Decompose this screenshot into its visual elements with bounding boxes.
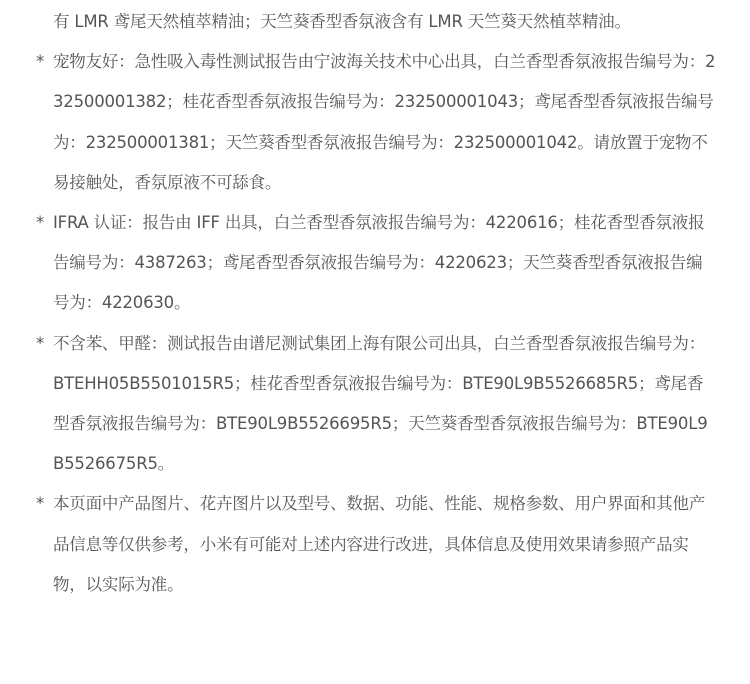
footnote-item-no-benzene xyxy=(36,324,716,485)
bullet-marker: * xyxy=(36,213,45,233)
footnote-text: 宠物友好：急性吸入毒性测试报告由宁波海关技术中心出具，白兰香型香氛液报告编号为：232500001382；桂花香型香氛液报告编号为：232500001043；鸢尾香型香氛液报告编号为：232500001381；天竺葵香型香氛液报告编号为：232500001042。请放置于宠物不易接触处，香氛原液不可舔食。 xyxy=(53,52,716,192)
footnote-item-disclaimer xyxy=(36,484,716,605)
footnote-item-continuation xyxy=(36,2,716,42)
footnote-item-pet-friendly xyxy=(36,42,716,203)
footnote-text: 不含苯、甲醛：测试报告由谱尼测试集团上海有限公司出具，白兰香型香氛液报告编号为：BTEHH05B5501015R5；桂花香型香氛液报告编号为：BTE90L9B5526685R5；鸢尾香型香氛液报告编号为：BTE90L9B5526695R5；天竺葵香型香氛液报告编号为：BTE90L9B5526675R5。 xyxy=(53,333,708,474)
bullet-marker: * xyxy=(36,52,45,72)
footnote-text: 本页面中产品图片、花卉图片以及型号、数据、功能、性能、规格参数、用户界面和其他产品信息等仅供参考，小米有可能对上述内容进行改进，具体信息及使用效果请参照产品实物，以实际为准。 xyxy=(53,494,706,594)
footnote-list xyxy=(36,2,716,605)
footnote-text: 有 LMR 鸢尾天然植萃精油；天竺葵香型香氛液含有 LMR 天竺葵天然植萃精油。 xyxy=(53,12,631,31)
footnote-text: IFRA 认证：报告由 IFF 出具，白兰香型香氛液报告编号为：4220616；桂花香型香氛液报告编号为：4387263；鸢尾香型香氛液报告编号为：4220623；天竺葵香型香氛液报告编号为：4220630。 xyxy=(53,213,705,313)
bullet-marker: * xyxy=(36,494,45,514)
bullet-marker: * xyxy=(36,333,45,353)
footnote-item-ifra xyxy=(36,203,716,324)
